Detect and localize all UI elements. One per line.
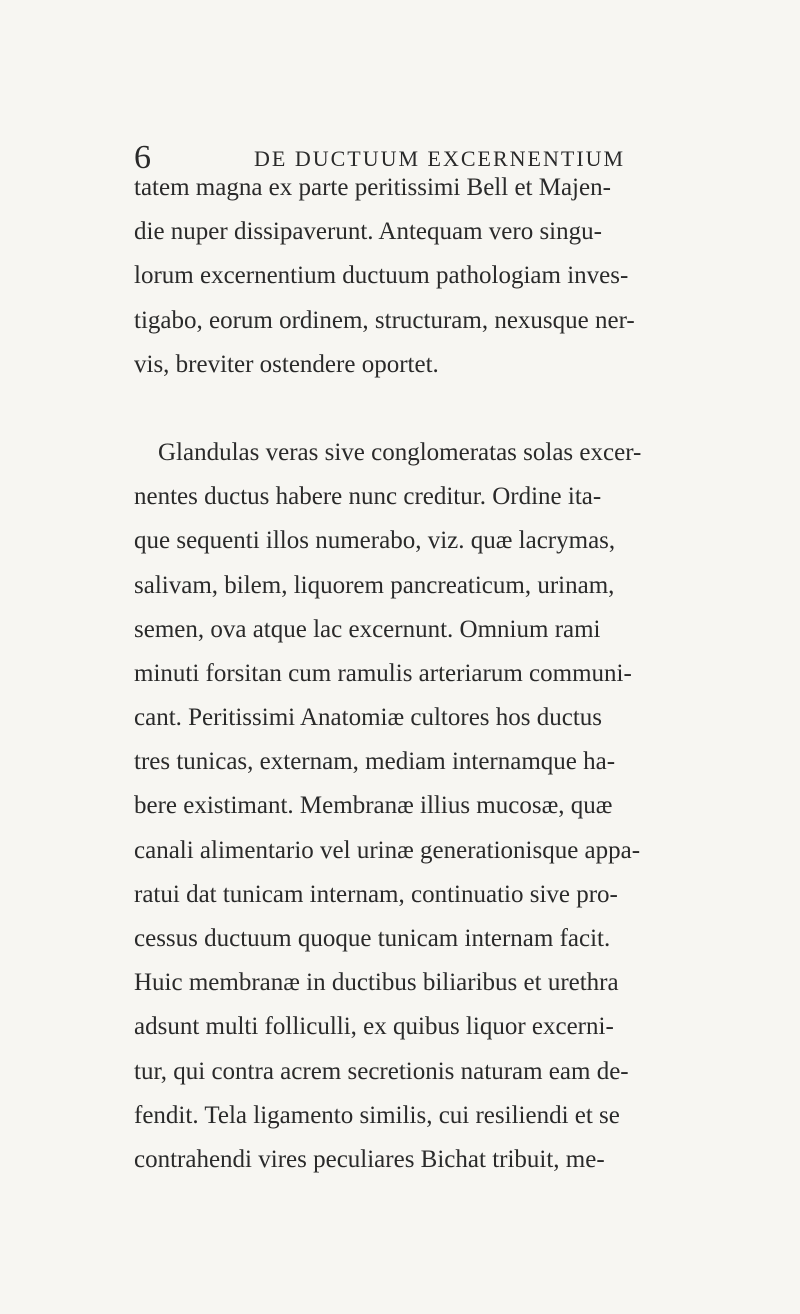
- text-line: ratui dat tunicam internam, continuatio sive pro-: [134, 880, 618, 908]
- text-line: bere existimant. Membranæ illius mucosæ, quæ: [134, 792, 613, 820]
- text-line: cant. Peritissimi Anatomiæ cultores hos ductus: [134, 704, 603, 732]
- text-line: Glandulas veras sive conglomeratas solas excer-: [158, 438, 642, 466]
- text-line: tur, qui contra acrem secretionis naturam eam de-: [134, 1057, 629, 1085]
- text-line: adsunt multi folliculli, ex quibus liquor excerni-: [134, 1013, 614, 1041]
- text-line: fendit. Tela ligamento similis, cui resiliendi et se: [134, 1101, 620, 1129]
- text-line: vis, breviter ostendere oportet.: [134, 350, 439, 378]
- text-line: canali alimentario vel urinæ generationisque appa-: [134, 836, 641, 864]
- text-line: tres tunicas, externam, mediam internamque ha-: [134, 748, 616, 776]
- text-line: tigabo, eorum ordinem, structuram, nexusque ner-: [134, 306, 635, 334]
- text-line: cessus ductuum quoque tunicam internam facit.: [134, 925, 611, 952]
- page-number: 6: [134, 139, 151, 176]
- text-line: minuti forsitan cum ramulis arteriarum communi-: [134, 659, 632, 687]
- paragraph-gap: [134, 387, 714, 431]
- text-line: que sequenti illos numerabo, viz. quæ lacrymas,: [134, 527, 616, 555]
- text-line: tatem magna ex parte peritissimi Bell et Majen-: [134, 174, 611, 201]
- text-line: nentes ductus habere nunc creditur. Ordine ita-: [134, 483, 602, 511]
- body-text: [134, 166, 714, 1182]
- running-head: DE DUCTUUM EXCERNENTIUM: [254, 146, 626, 171]
- text-line: semen, ova atque lac excernunt. Omnium rami: [134, 615, 601, 643]
- text-line: lorum excernentium ductuum pathologiam inves-: [134, 262, 629, 290]
- text-line: Huic membranæ in ductibus biliaribus et urethra: [134, 969, 619, 997]
- text-line: die nuper dissipaverunt. Antequam vero singu-: [134, 218, 602, 246]
- text-line: contrahendi vires peculiares Bichat tribuit, me-: [134, 1145, 605, 1173]
- text-line: salivam, bilem, liquorem pancreaticum, urinam,: [134, 571, 615, 599]
- paragraph-2: [134, 431, 714, 1182]
- paragraph-1: [134, 166, 714, 387]
